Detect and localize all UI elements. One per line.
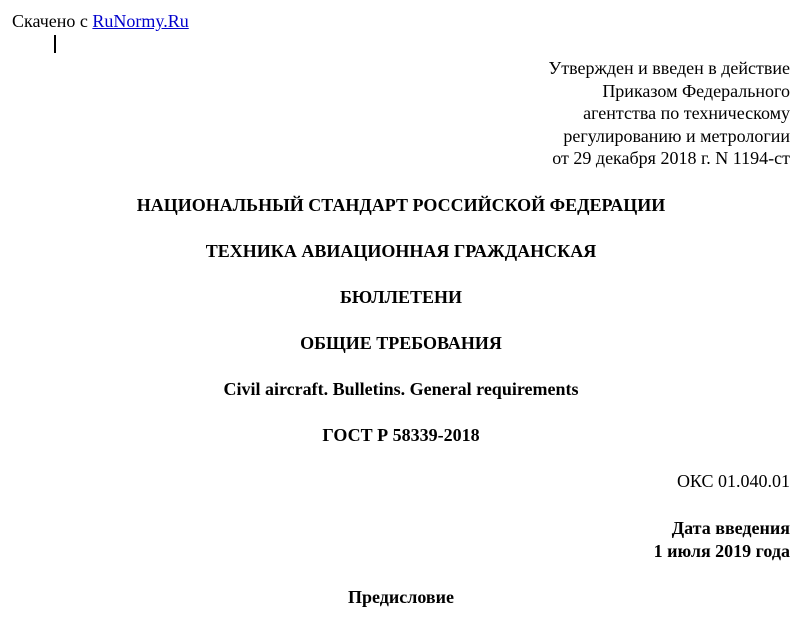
approval-line: Утвержден и введен в действие bbox=[548, 58, 790, 78]
intro-date-label: Дата введения bbox=[671, 518, 790, 538]
source-link[interactable]: RuNormy.Ru bbox=[92, 11, 189, 31]
approval-line: Приказом Федерального bbox=[602, 80, 790, 101]
oks-code: ОКС 01.040.01 bbox=[676, 471, 790, 491]
source-prefix: Скачено с bbox=[12, 11, 93, 31]
approval-line: от 29 декабря 2018 г. N 1194-ст bbox=[552, 148, 790, 168]
source-line bbox=[12, 10, 189, 32]
title-line-3: ОБЩИЕ ТРЕБОВАНИЯ bbox=[300, 333, 502, 353]
standard-type-heading: НАЦИОНАЛЬНЫЙ СТАНДАРТ РОССИЙСКОЙ ФЕДЕРАЦИИ bbox=[136, 195, 666, 215]
title-line-2: БЮЛЛЕТЕНИ bbox=[339, 287, 463, 307]
approval-block bbox=[548, 57, 790, 170]
title-line-1: ТЕХНИКА АВИАЦИОННАЯ ГРАЖДАНСКАЯ bbox=[205, 241, 597, 261]
standard-designation: ГОСТ Р 58339-2018 bbox=[322, 425, 480, 445]
intro-date-value: 1 июля 2019 года bbox=[653, 541, 790, 561]
approval-line: регулированию и метрологии bbox=[563, 125, 790, 146]
foreword-heading: Предисловие bbox=[348, 587, 454, 607]
approval-line: агентства по техническому bbox=[583, 103, 790, 123]
title-english: Civil aircraft. Bulletins. General requirements bbox=[223, 379, 579, 399]
text-cursor bbox=[54, 35, 56, 53]
